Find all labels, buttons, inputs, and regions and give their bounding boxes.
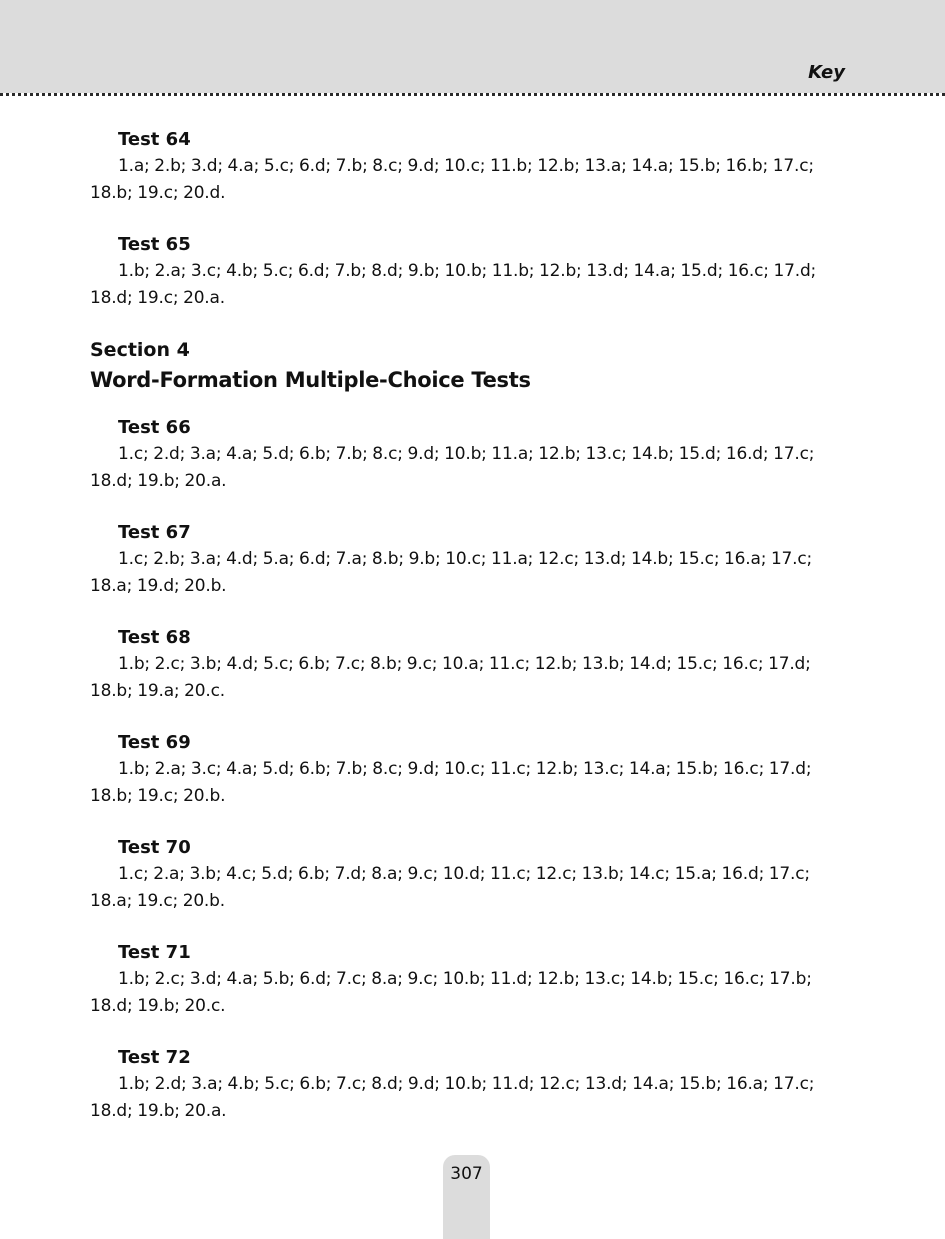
page-number: 307 <box>450 1164 483 1184</box>
test-title: Test 69 <box>118 732 191 753</box>
test-answers: 1.c; 2.a; 3.b; 4.c; 5.d; 6.b; 7.d; 8.a; 9.c; 10.d; 11.c; 12.c; 13.b; 14.c; 15.a; 16.d; 17.c; 18.a; 19.c; 20.b. <box>90 864 810 911</box>
test-block <box>90 834 848 915</box>
test-answers: 1.b; 2.c; 3.b; 4.d; 5.c; 6.b; 7.c; 8.b; 9.c; 10.a; 11.c; 12.b; 13.b; 14.d; 15.c; 16.c; 17.d; 18.b; 19.a; 20.c. <box>90 654 811 701</box>
section-heading <box>90 336 848 396</box>
dotted-divider <box>0 93 945 96</box>
test-title: Test 66 <box>118 417 191 438</box>
test-title: Test 71 <box>118 942 191 963</box>
test-title: Test 65 <box>118 234 191 255</box>
test-answers: 1.c; 2.d; 3.a; 4.a; 5.d; 6.b; 7.b; 8.c; 9.d; 10.b; 11.a; 12.b; 13.c; 14.b; 15.d; 16.d; 17.c; 18.d; 19.b; 20.a. <box>90 444 815 491</box>
test-block <box>90 231 848 312</box>
test-block <box>90 939 848 1020</box>
running-header: Key <box>808 62 845 83</box>
test-block <box>90 1044 848 1125</box>
test-block <box>90 126 848 207</box>
answer-key-content <box>90 126 848 1149</box>
test-title: Test 64 <box>118 129 191 150</box>
page-number-tab <box>443 1155 490 1239</box>
test-answers: 1.b; 2.c; 3.d; 4.a; 5.b; 6.d; 7.c; 8.a; 9.c; 10.b; 11.d; 12.b; 13.c; 14.b; 15.c; 16.c; 17.b; 18.d; 19.b; 20.c. <box>90 969 812 1016</box>
test-title: Test 72 <box>118 1047 191 1068</box>
test-title: Test 70 <box>118 837 191 858</box>
test-title: Test 67 <box>118 522 191 543</box>
test-answers: 1.c; 2.b; 3.a; 4.d; 5.a; 6.d; 7.a; 8.b; 9.b; 10.c; 11.a; 12.c; 13.d; 14.b; 15.c; 16.a; 17.c; 18.a; 19.d; 20.b. <box>90 549 813 596</box>
section-title: Word-Formation Multiple-Choice Tests <box>90 368 531 392</box>
test-answers: 1.a; 2.b; 3.d; 4.a; 5.c; 6.d; 7.b; 8.c; 9.d; 10.c; 11.b; 12.b; 13.a; 14.a; 15.b; 16.b; 17.c; 18.b; 19.c; 20.d. <box>90 156 814 203</box>
test-block <box>90 519 848 600</box>
section-label: Section 4 <box>90 339 190 361</box>
test-block <box>90 729 848 810</box>
header-band <box>0 0 945 93</box>
test-answers: 1.b; 2.a; 3.c; 4.b; 5.c; 6.d; 7.b; 8.d; 9.b; 10.b; 11.b; 12.b; 13.d; 14.a; 15.d; 16.c; 17.d; 18.d; 19.c; 20.a. <box>90 261 817 308</box>
test-block <box>90 414 848 495</box>
test-answers: 1.b; 2.d; 3.a; 4.b; 5.c; 6.b; 7.c; 8.d; 9.d; 10.b; 11.d; 12.c; 13.d; 14.a; 15.b; 16.a; 17.c; 18.d; 19.b; 20.a. <box>90 1074 815 1121</box>
test-title: Test 68 <box>118 627 191 648</box>
test-answers: 1.b; 2.a; 3.c; 4.a; 5.d; 6.b; 7.b; 8.c; 9.d; 10.c; 11.c; 12.b; 13.c; 14.a; 15.b; 16.c; 17.d; 18.b; 19.c; 20.b. <box>90 759 812 806</box>
test-block <box>90 624 848 705</box>
